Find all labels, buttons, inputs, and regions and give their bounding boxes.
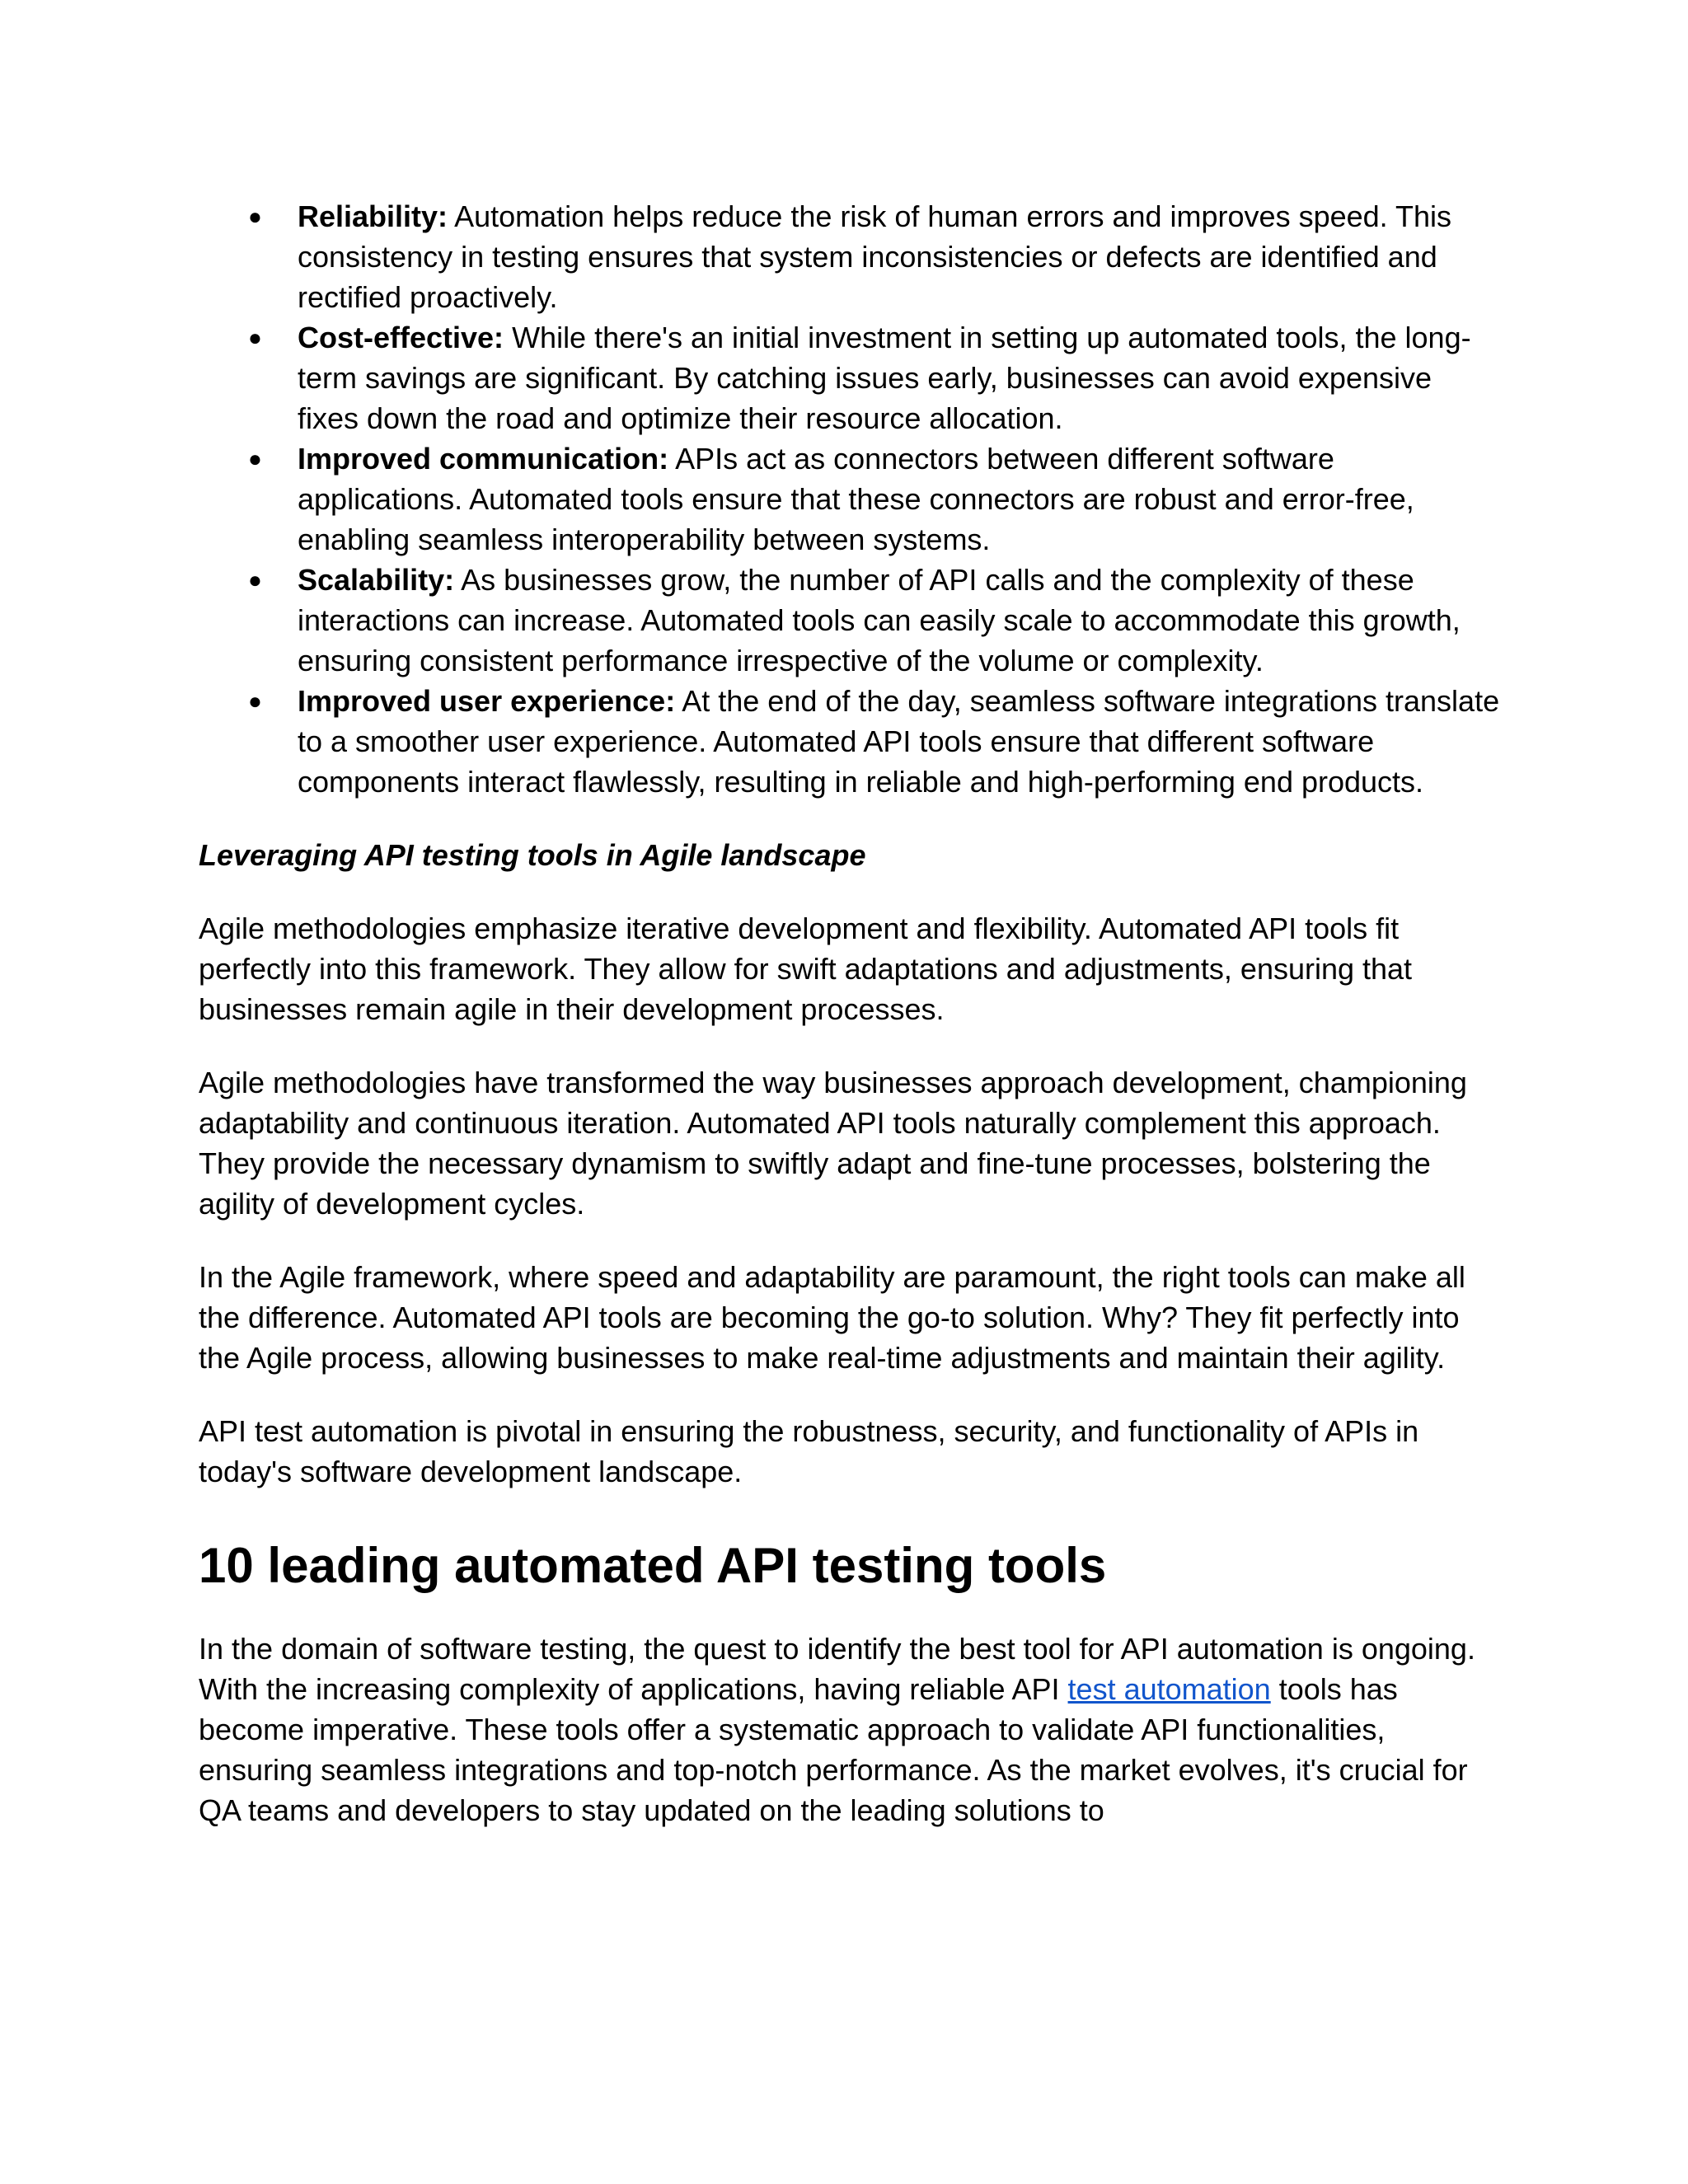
section-subheading: Leveraging API testing tools in Agile landscape [199,838,866,872]
bullet-term: Cost-effective: [298,321,504,354]
paragraph: In the Agile framework, where speed and adaptability are paramount, the right tools can make all the difference. Automated API tools are becoming the go-to solution. Why? They fit perfectly into the Agile process, allowing businesses to make real-time adjustments and maintain their agility. [199,1260,1465,1375]
bullet-icon: ● [248,567,262,593]
bullet-icon: ● [248,446,262,471]
intro-paragraph [199,1629,1501,1830]
bullet-text: APIs act as connectors between different software applications. Automated tools ensure that these connectors are robust and error-free, enabling seamless interoperability between systems. [298,442,1414,556]
bullet-term: Reliability: [298,199,448,233]
paragraph-text-after-link: tools has become imperative. These tools offer a systematic approach to validate API functionalities, ensuring seamless integrations and top-notch performance. As the market evolves, it's crucial for QA teams and developers to stay updated on the leading solutions to [199,1672,1468,1827]
bullet-icon: ● [248,688,262,714]
bullet-term: Improved user experience: [298,684,676,718]
paragraph: Agile methodologies have transformed the way businesses approach development, championing adaptability and continuous iteration. Automated API tools naturally complement this approach. They provide the necessary dynamism to swiftly adapt and fine-tune processes, bolstering the agility of development cycles. [199,1066,1467,1221]
list-item [199,438,1501,560]
list-item [199,196,1501,317]
paragraph: API test automation is pivotal in ensuring the robustness, security, and functionality of APIs in today's software development landscape. [199,1414,1419,1488]
bullet-term: Improved communication: [298,442,669,476]
bullet-text: While there's an initial investment in setting up automated tools, the long-term savings are significant. By catching issues early, businesses can avoid expensive fixes down the road and optimize their resource allocation. [298,321,1471,435]
list-item [199,681,1501,802]
paragraph-text-before-link: In the domain of software testing, the quest to identify the best tool for API automation is ongoing. With the increasing complexity of applications, having reliable API [199,1632,1475,1706]
bullet-term: Scalability: [298,563,455,597]
test-automation-link[interactable]: test automation [1067,1672,1271,1706]
list-item [199,317,1501,438]
document-page [199,196,1501,1830]
benefits-list [199,196,1501,802]
bullet-icon: ● [248,204,262,229]
bullet-text: As businesses grow, the number of API calls and the complexity of these interactions can increase. Automated tools can easily scale to accommodate this growth, ensuring consistent performance irrespective of the volume or complexity. [298,563,1461,677]
bullet-icon: ● [248,325,262,350]
section-heading: 10 leading automated API testing tools [199,1538,1107,1593]
list-item [199,560,1501,681]
paragraph: Agile methodologies emphasize iterative development and flexibility. Automated API tools fit perfectly into this framework. They allow for swift adaptations and adjustments, ensuring that businesses remain agile in their development processes. [199,912,1413,1026]
bullet-text: Automation helps reduce the risk of human errors and improves speed. This consistency in testing ensures that system inconsistencies or defects are identified and rectified proactively. [298,199,1452,314]
bullet-text: At the end of the day, seamless software integrations translate to a smoother user experience. Automated API tools ensure that different software components interact flawlessly, resulting in reliable and high-performing end products. [298,684,1500,799]
